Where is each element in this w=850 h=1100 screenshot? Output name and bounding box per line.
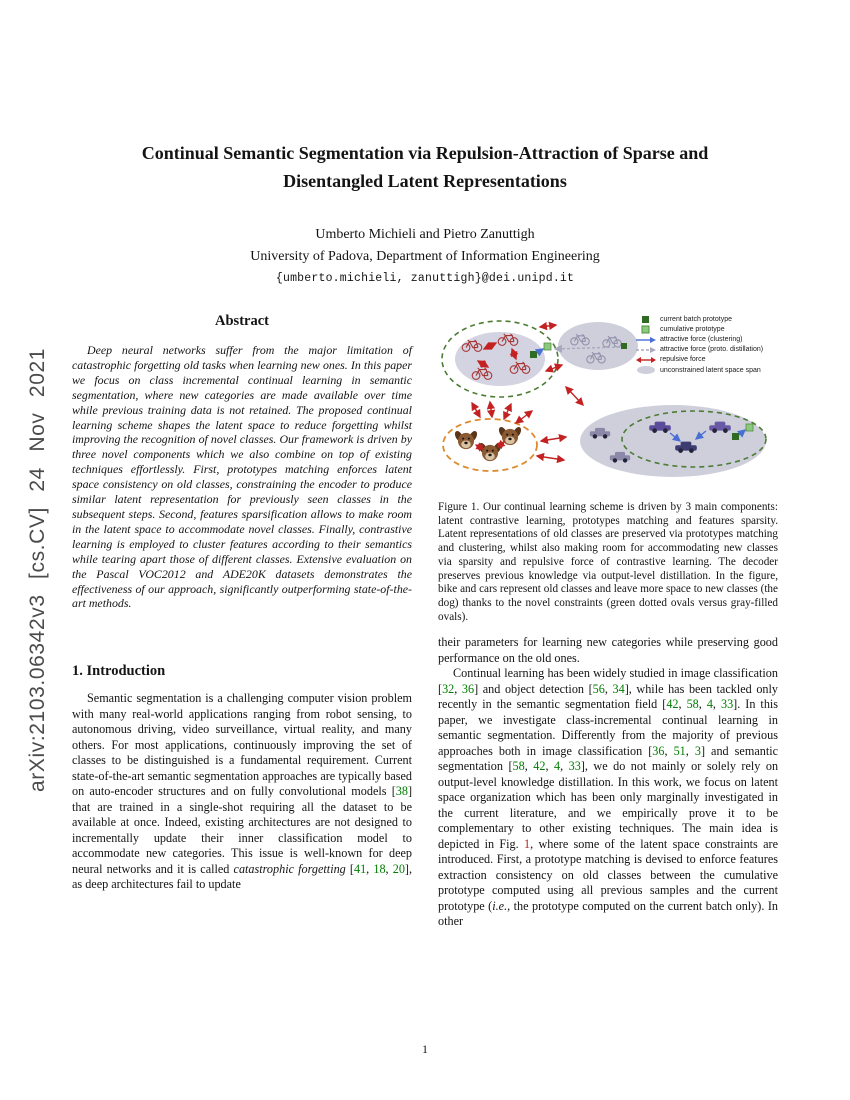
cumulative-prototype-icon [635,325,657,334]
text-run: ] and object detection [ [474,681,593,696]
body-paragraph-2 [438,666,778,930]
legend-item [635,315,778,324]
legend-item [635,335,778,344]
text-run: , [385,861,393,876]
legend-item [635,365,778,375]
text-run: [ [345,861,354,876]
citation-link[interactable]: 58 [686,697,699,712]
text-run: , [454,681,462,696]
text-run: , [698,697,707,712]
citation-link[interactable]: 58 [512,759,525,774]
citation-link[interactable]: 33 [568,759,581,774]
text-run: , [678,697,687,712]
attractive-clustering-arrow-icon [635,336,657,344]
citation-link[interactable]: 4 [706,697,713,712]
citation-link[interactable]: 3 [694,743,701,758]
text-run: ], while has been tackled only recently in the semantic segmentation field [ [438,681,779,712]
legend-item [635,345,778,354]
text-run: Continual learning has been widely studied in image classification [ [438,666,778,696]
intro-paragraph-1 [72,691,412,893]
legend-item [635,325,778,334]
body-paragraph-1: their parameters for learning new categories while preserving good performance on the old ones. [438,635,778,665]
text-run: , [664,743,674,758]
citation-link[interactable]: 42 [533,759,546,774]
current-batch-prototype [732,433,739,440]
page-number: 1 [422,1042,428,1056]
text-run: ], we do not mainly or solely rely on output-level knowledge distillation. In this work, we focus on latent space organization which has been only marginally investigated in the current literature, and we empirically prove it to be complementary to other existing techniques. The main idea is depicted in Fig. [438,759,779,851]
cumulative-prototype [746,424,753,431]
emphasis-text: catastrophic forgetting [233,861,346,876]
cumulative-prototype [544,343,551,350]
arxiv-stamp: arXiv:2103.06342v3 [cs.CV] 24 Nov 2021 [26,347,49,792]
text-run: ] that are trained in a single-shot requiring all the dataset to be available at once. Indeed, existing architectures are not designed to incrementally update their inner classification model to accommodate new categories. This issue is well-known for deep neural networks and it is called [72,784,412,876]
figure-reference[interactable]: 1 [524,836,531,851]
author-names: Umberto Michieli and Pietro Zanuttigh [315,227,535,242]
text-run: Semantic segmentation is a challenging computer vision problem with many real-world applications ranging from robot sensing, to autonomous driving, video surveillance, virtual reality, and many others. For most applications, continuously improving the set of classes to be distinguished is a fundamental requirement. Current state-of-the-art semantic segmentation approaches are typically based on auto-encoder structures and on fully convolutional models [ [72,691,412,799]
citation-link[interactable]: 56 [592,681,605,696]
legend-label: unconstrained latent space span [660,366,761,374]
left-column [72,313,412,893]
text-run: ]. In this paper, we investigate class-incremental continual learning in semantic segmentation. Differently from the majority of previous approaches both in image classification [ [438,697,779,758]
legend-label: repulsive force [660,356,706,363]
dog-icon [497,426,522,445]
text-run: , where some of the latent space constraints are introduced. First, a prototype matching is devised to enforce features extraction consistency on old classes between the cumulative prototype computed using all previous samples and the current prototype ( [438,836,778,913]
affiliation: University of Padova, Department of Information Engineering [250,248,600,264]
current-batch-prototype [621,343,627,349]
old-bikes-cluster [442,321,558,397]
text-run: , [685,743,695,758]
text-run: , [524,759,534,774]
figure-caption: Figure 1. Our continual learning scheme is driven by 3 main components: latent contrastive learning, prototypes matching and features sparsity. Latent representations of old classes are preserved via prototypes matching and clustering, whilst also making room for accommodating new classes via sparsity and repulsive force of contrastive learning. The decoder preserves previous knowledge via output-level distillation. In the figure, bike and cars represent old classes and leave more space to new classes (the dog) thanks to the novel constraints (green dotted ovals versus gray-filled ovals). [438,501,778,623]
citation-link[interactable]: 41 [353,861,367,876]
attractive-distillation-arrow-icon [635,346,657,354]
citation-link[interactable]: 38 [395,784,408,799]
right-column [438,313,778,930]
citation-link[interactable]: 32 [442,681,455,696]
repulsive-force-icon [635,356,657,364]
citation-link[interactable]: 20 [392,861,405,876]
text-run: , [604,681,613,696]
citation-link[interactable]: 51 [673,743,686,758]
text-run: , [712,697,721,712]
latent-span-icon [635,365,657,375]
legend-item [635,355,778,364]
legend-label: cumulative prototype [660,326,725,333]
legend-label: attractive force (proto. distillation) [660,346,764,353]
citation-link[interactable]: 33 [720,697,734,712]
citation-link[interactable]: 18 [373,861,386,876]
author-email: {umberto.michieli, zanuttigh}@dei.unipd.it [275,272,575,286]
text-run: , the prototype computed on the current batch only). In other [438,898,778,929]
current-batch-prototype-icon [635,315,657,324]
unconstrained-bikes-cluster [555,322,638,370]
dog-icon [453,430,478,449]
current-batch-prototype [530,351,537,358]
citation-link[interactable]: 36 [461,681,475,696]
abstract-text: Deep neural networks suffer from the major limitation of catastrophic forgetting old tasks when learning new ones. In this paper we focus on class incremental continual learning in semantic segmentation, where new categories are made available over time while previous training data is not retained. The proposed continual learning scheme shapes the latent space to reduce forgetting whilst improving the recognition of novel classes. Our framework is driven by three novel components which we also combine on top of existing techniques effortlessly. First, prototypes matching enforces latent space consistency on old classes, constraining the encoder to produce similar latent representation for previously seen classes in the subsequent steps. Second, features sparsification allows to make room in the latent space to accommodate novel classes. Finally, contrastive learning is employed to cluster features according to their semantics while tearing apart those of different classes. Extensive evaluation on the Pascal VOC2012 and ADE20K datasets demonstrates the effectiveness of our approach, significantly outperforming state-of-the-art methods. [72,343,412,611]
authors-block [0,224,850,288]
figure-legend [635,315,778,376]
new-dogs-cluster [443,419,537,471]
text-run: ] and semantic segmentation [ [438,743,779,774]
citation-link[interactable]: 4 [554,759,561,774]
dog-icon [477,442,502,461]
figure-1 [438,313,778,489]
paper-title: Continual Semantic Segmentation via Repulsion-Attraction of Sparse and Disentangled Latent Representations [141,143,709,191]
text-run: , [560,759,569,774]
text-run: , [545,759,554,774]
legend-label: attractive force (clustering) [660,336,743,343]
abstract-heading: Abstract [215,313,269,329]
section-heading-introduction: 1. Introduction [72,663,166,680]
legend-label: current batch prototype [660,316,732,323]
cars-cluster [580,405,766,477]
emphasis-text: i.e. [492,898,508,913]
text-run: ], as deep architectures fail to update [72,861,413,892]
citation-link[interactable]: 36 [652,743,665,758]
citation-link[interactable]: 34 [612,681,625,696]
text-run: , [366,861,374,876]
citation-link[interactable]: 42 [666,697,679,712]
